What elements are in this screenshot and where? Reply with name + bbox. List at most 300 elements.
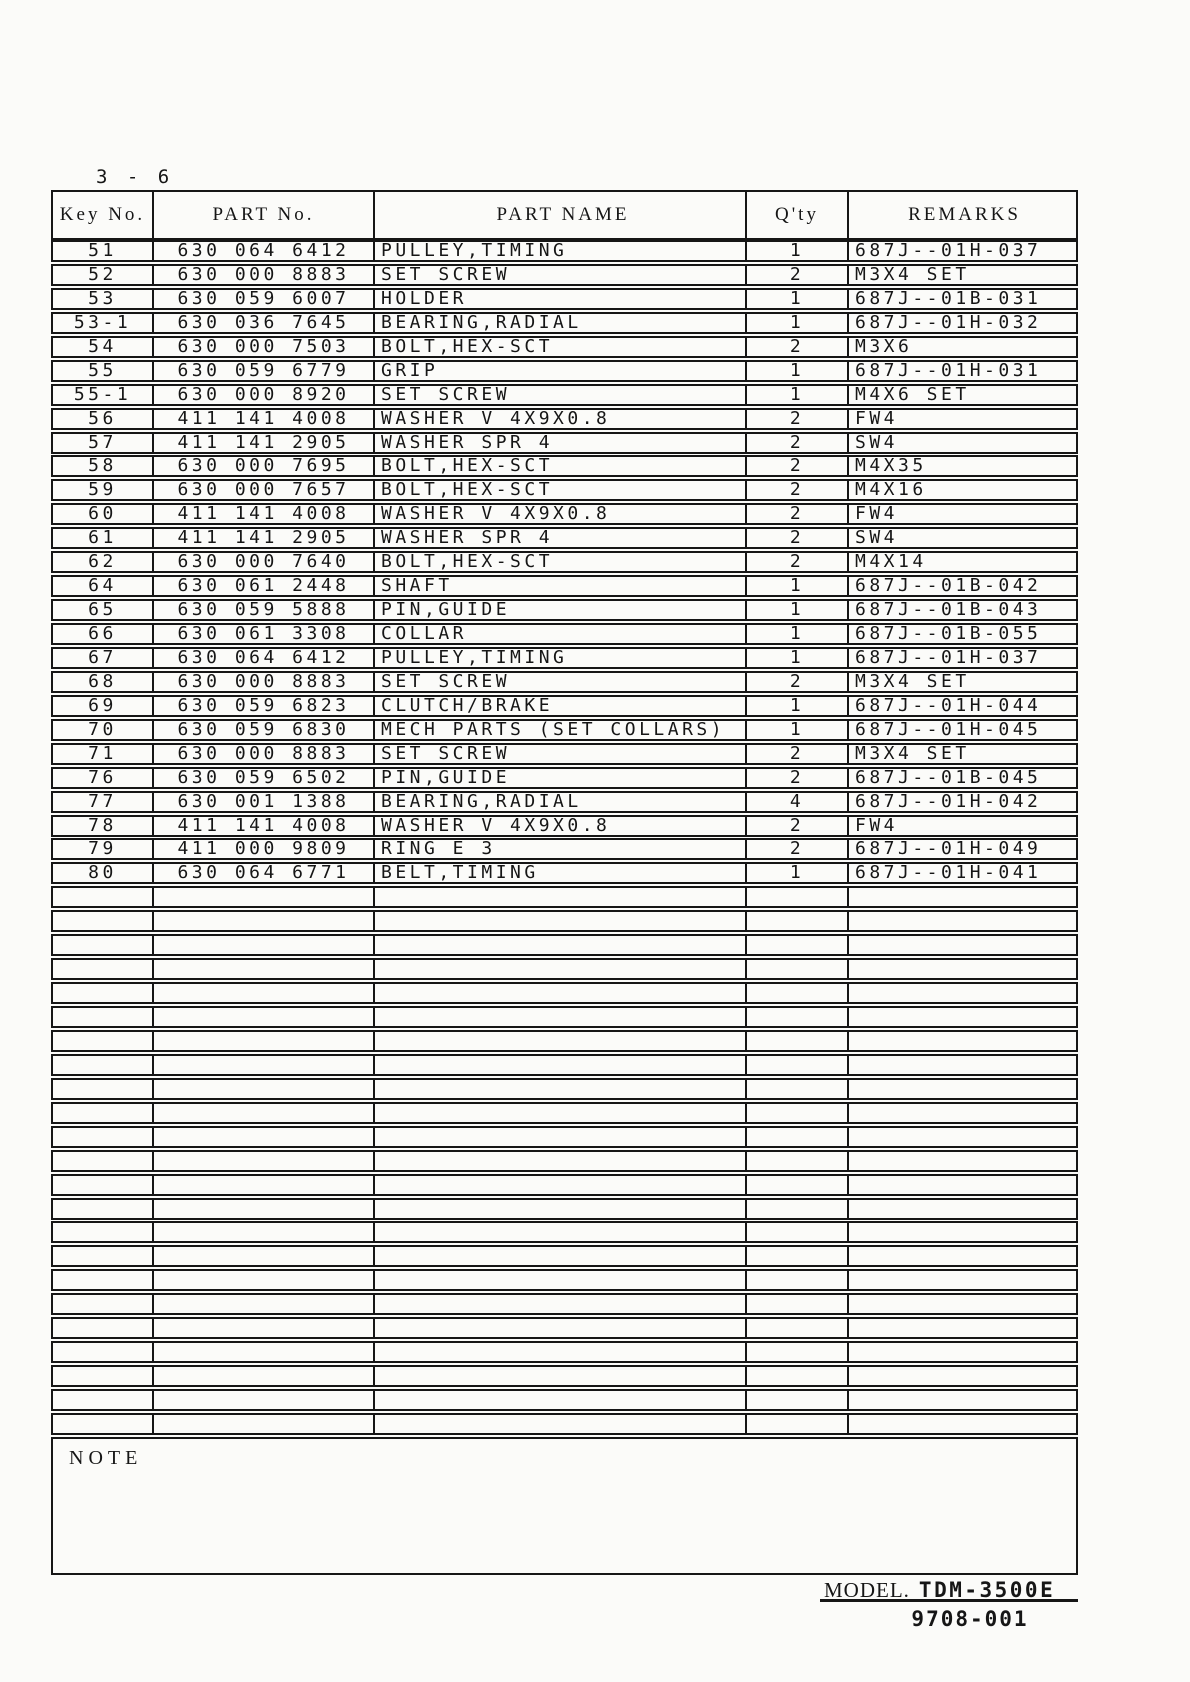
cell-remarks [849,1343,1074,1361]
cell-key-no [53,1200,154,1218]
cell-part-no: 630 061 2448 [154,577,375,595]
cell-remarks [849,984,1074,1002]
cell-remarks: 687J--01H-041 [855,862,1042,884]
header-cell-part-name: PART NAME [375,192,747,238]
cell-qty: 1 [747,864,849,882]
cell-remarks [849,1104,1074,1122]
cell-remarks: M3X4 SET [855,670,970,692]
cell-part-no: 630 064 6771 [154,864,375,882]
cell-remarks: 687J--01H-045 [855,718,1042,740]
cell-qty [747,1367,849,1385]
cell-part-no: 630 036 7645 [154,314,375,332]
table-row [51,360,1078,382]
cell-qty: 2 [747,673,849,691]
cell-qty [747,1032,849,1050]
table-row [51,599,1078,621]
cell-part-no: 630 059 5888 [154,601,375,619]
cell-part-name [375,1128,747,1146]
cell-key-no [53,1343,154,1361]
cell-remarks: SW4 [855,431,899,453]
cell-part-no [154,1271,375,1289]
cell-part-no [154,912,375,930]
cell-part-no [154,1367,375,1385]
page-number-label: 3 - 6 [96,166,174,188]
table-row [51,743,1078,765]
table-row [51,240,1078,262]
cell-key-no [53,1152,154,1170]
cell-part-name: MECH PARTS (SET COLLARS) [375,721,747,739]
empty-row [51,982,1078,1004]
cell-part-no: 411 141 2905 [154,529,375,547]
cell-part-no [154,960,375,978]
table-row [51,647,1078,669]
cell-part-name [375,888,747,906]
cell-key-no [53,1104,154,1122]
cell-qty: 1 [747,649,849,667]
cell-qty: 2 [747,529,849,547]
footer-model-value: TDM-3500E [918,1578,1056,1602]
table-row [51,384,1078,406]
cell-key-no [53,1056,154,1074]
cell-qty: 4 [747,793,849,811]
cell-key-no [53,1295,154,1313]
cell-part-name [375,1200,747,1218]
table-row [51,575,1078,597]
cell-qty [747,912,849,930]
cell-key-no: 64 [53,577,154,595]
cell-qty [747,1295,849,1313]
cell-part-name: BELT,TIMING [375,864,747,882]
table-row [51,336,1078,358]
cell-qty [747,1200,849,1218]
cell-part-name: BOLT,HEX-SCT [375,457,747,475]
cell-part-no: 630 059 6830 [154,721,375,739]
cell-remarks: 687J--01H-049 [855,838,1042,860]
cell-key-no: 62 [53,553,154,571]
cell-part-name: RING E 3 [375,840,747,858]
table-row [51,527,1078,549]
cell-remarks [849,1415,1074,1433]
cell-remarks: 687J--01H-032 [855,311,1042,333]
cell-part-name [375,1271,747,1289]
cell-part-name [375,1176,747,1194]
cell-remarks: 687J--01B-042 [855,575,1042,597]
cell-part-name [375,960,747,978]
cell-qty [747,1128,849,1146]
cell-remarks [849,960,1074,978]
empty-row [51,958,1078,980]
cell-key-no: 70 [53,721,154,739]
cell-key-no [53,1319,154,1337]
cell-part-name: COLLAR [375,625,747,643]
cell-part-name: PIN,GUIDE [375,601,747,619]
table-row [51,288,1078,310]
cell-part-name [375,1104,747,1122]
cell-part-no: 630 061 3308 [154,625,375,643]
table-row [51,551,1078,573]
empty-row [51,1078,1078,1100]
cell-part-no: 411 141 4008 [154,505,375,523]
cell-part-name: SET SCREW [375,745,747,763]
cell-part-name [375,1223,747,1241]
cell-part-no [154,1152,375,1170]
cell-key-no: 67 [53,649,154,667]
cell-remarks [849,1080,1074,1098]
header-cell-qty: Q'ty [747,192,849,238]
cell-remarks [849,1152,1074,1170]
cell-qty [747,1415,849,1433]
empty-row [51,1317,1078,1339]
cell-part-no [154,1056,375,1074]
cell-key-no: 60 [53,505,154,523]
table-row [51,719,1078,741]
cell-remarks: 687J--01B-031 [855,287,1042,309]
empty-row [51,1198,1078,1220]
cell-part-no: 630 000 7640 [154,553,375,571]
cell-key-no [53,1176,154,1194]
cell-qty: 2 [747,338,849,356]
cell-key-no: 65 [53,601,154,619]
header-cell-part-no: PART No. [154,192,375,238]
table-row [51,623,1078,645]
cell-key-no: 54 [53,338,154,356]
empty-row [51,1269,1078,1291]
cell-part-name: BOLT,HEX-SCT [375,481,747,499]
cell-qty [747,1008,849,1026]
cell-qty: 2 [747,840,849,858]
cell-part-no [154,1200,375,1218]
cell-part-no [154,1104,375,1122]
cell-remarks: 687J--01H-042 [855,790,1042,812]
cell-remarks: 687J--01H-044 [855,694,1042,716]
cell-key-no: 55 [53,362,154,380]
cell-key-no [53,912,154,930]
cell-part-name [375,1080,747,1098]
cell-part-name: HOLDER [375,290,747,308]
cell-remarks [849,912,1074,930]
empty-row [51,1245,1078,1267]
table-row [51,862,1078,884]
cell-part-name: WASHER SPR 4 [375,434,747,452]
cell-qty: 2 [747,434,849,452]
cell-qty: 1 [747,721,849,739]
empty-row [51,1102,1078,1124]
cell-remarks [849,1176,1074,1194]
footer-doc-number: 9708-001 [911,1607,1029,1631]
cell-part-name [375,1391,747,1409]
cell-qty [747,1271,849,1289]
cell-remarks: 687J--01H-031 [855,359,1042,381]
cell-qty [747,936,849,954]
table-row [51,312,1078,334]
footer-model-label: MODEL. [824,1578,910,1602]
table-row [51,838,1078,860]
cell-part-no [154,1032,375,1050]
cell-qty: 1 [747,697,849,715]
cell-key-no [53,1128,154,1146]
empty-row [51,1030,1078,1052]
note-label: NOTE [69,1446,143,1469]
cell-key-no: 61 [53,529,154,547]
cell-part-no [154,936,375,954]
cell-key-no: 56 [53,410,154,428]
cell-remarks [849,1391,1074,1409]
cell-qty: 2 [747,266,849,284]
cell-part-no: 630 059 6779 [154,362,375,380]
cell-remarks: M4X6 SET [855,383,970,405]
cell-part-name [375,1152,747,1170]
cell-part-name: CLUTCH/BRAKE [375,697,747,715]
cell-part-name [375,936,747,954]
cell-remarks [849,936,1074,954]
cell-part-no: 630 059 6502 [154,769,375,787]
cell-part-name [375,1343,747,1361]
cell-key-no: 58 [53,457,154,475]
cell-part-no [154,1319,375,1337]
cell-remarks: FW4 [855,407,899,429]
cell-remarks: FW4 [855,503,899,525]
cell-qty: 2 [747,745,849,763]
cell-part-no [154,1008,375,1026]
cell-qty: 2 [747,769,849,787]
cell-key-no: 53 [53,290,154,308]
cell-key-no: 53-1 [53,314,154,332]
cell-remarks [849,1223,1074,1241]
cell-part-no [154,1176,375,1194]
cell-part-no [154,1223,375,1241]
cell-key-no [53,1247,154,1265]
cell-part-no: 411 141 4008 [154,817,375,835]
table-row [51,408,1078,430]
cell-remarks [849,1128,1074,1146]
cell-key-no: 80 [53,864,154,882]
cell-part-no [154,888,375,906]
cell-part-name [375,1056,747,1074]
cell-key-no [53,1008,154,1026]
cell-part-name: BEARING,RADIAL [375,793,747,811]
header-cell-key-no: Key No. [53,192,154,238]
cell-part-name: SET SCREW [375,386,747,404]
empty-row [51,1006,1078,1028]
table-row [51,767,1078,789]
cell-qty: 1 [747,601,849,619]
cell-part-no: 630 000 7695 [154,457,375,475]
table-row [51,791,1078,813]
cell-remarks [849,888,1074,906]
cell-part-no: 630 000 8883 [154,266,375,284]
cell-part-no: 411 000 9809 [154,840,375,858]
cell-part-name [375,1008,747,1026]
cell-qty [747,1247,849,1265]
cell-key-no: 52 [53,266,154,284]
cell-qty: 1 [747,577,849,595]
cell-remarks [849,1200,1074,1218]
cell-part-no [154,984,375,1002]
cell-part-no [154,1247,375,1265]
empty-row [51,886,1078,908]
cell-key-no: 59 [53,481,154,499]
cell-key-no: 57 [53,434,154,452]
cell-part-name [375,1295,747,1313]
cell-remarks [849,1271,1074,1289]
cell-part-no: 630 064 6412 [154,242,375,260]
cell-part-no [154,1415,375,1433]
cell-key-no: 69 [53,697,154,715]
cell-key-no [53,1391,154,1409]
empty-row [51,1054,1078,1076]
cell-part-name [375,1247,747,1265]
cell-part-name: SET SCREW [375,673,747,691]
cell-key-no [53,984,154,1002]
table-row [51,264,1078,286]
table-row [51,503,1078,525]
cell-part-name: BOLT,HEX-SCT [375,338,747,356]
cell-part-no: 630 001 1388 [154,793,375,811]
cell-qty [747,984,849,1002]
cell-qty [747,1056,849,1074]
cell-qty [747,888,849,906]
empty-row [51,1221,1078,1243]
cell-qty: 2 [747,553,849,571]
empty-row [51,1174,1078,1196]
cell-qty [747,1319,849,1337]
cell-remarks: 687J--01H-037 [855,240,1042,261]
cell-qty [747,1223,849,1241]
cell-qty: 1 [747,362,849,380]
table-row [51,479,1078,501]
cell-qty [747,1176,849,1194]
cell-remarks [849,1367,1074,1385]
cell-remarks [849,1295,1074,1313]
cell-part-name [375,1367,747,1385]
cell-key-no: 51 [53,242,154,260]
table-row [51,695,1078,717]
table-row [51,455,1078,477]
cell-key-no: 76 [53,769,154,787]
cell-key-no: 68 [53,673,154,691]
cell-part-no: 630 000 8883 [154,745,375,763]
cell-qty [747,1343,849,1361]
cell-part-name: WASHER SPR 4 [375,529,747,547]
cell-qty: 2 [747,505,849,523]
cell-qty: 1 [747,290,849,308]
empty-row [51,1389,1078,1411]
cell-qty: 2 [747,481,849,499]
cell-part-name: SET SCREW [375,266,747,284]
cell-part-no [154,1391,375,1409]
cell-key-no [53,1271,154,1289]
cell-remarks: M4X16 [855,479,927,501]
cell-part-no: 630 000 7503 [154,338,375,356]
cell-qty: 1 [747,314,849,332]
note-box [51,1437,1078,1575]
cell-qty [747,1152,849,1170]
cell-key-no [53,1223,154,1241]
cell-part-no [154,1080,375,1098]
cell-key-no [53,936,154,954]
parts-table [51,190,1078,1575]
cell-remarks: FW4 [855,814,899,836]
cell-qty [747,1104,849,1122]
cell-part-name: SHAFT [375,577,747,595]
table-row [51,815,1078,837]
header-cell-remarks: REMARKS [908,204,1021,225]
cell-key-no: 55-1 [53,386,154,404]
cell-remarks: 687J--01B-055 [855,623,1042,644]
cell-part-no: 630 059 6007 [154,290,375,308]
cell-remarks [849,1008,1074,1026]
cell-remarks: 687J--01H-037 [855,646,1042,668]
cell-qty: 1 [747,242,849,260]
cell-key-no: 71 [53,745,154,763]
cell-remarks: M4X35 [855,455,927,477]
cell-remarks: 687J--01B-043 [855,599,1042,621]
cell-part-name: PIN,GUIDE [375,769,747,787]
cell-remarks [849,1319,1074,1337]
cell-remarks: M3X4 SET [855,263,970,285]
cell-part-no: 630 064 6412 [154,649,375,667]
cell-key-no [53,1080,154,1098]
cell-qty [747,1080,849,1098]
cell-qty: 2 [747,457,849,475]
cell-remarks: M3X6 [855,335,913,357]
table-row [51,671,1078,693]
cell-qty: 1 [747,386,849,404]
cell-qty: 1 [747,625,849,643]
footer-model-line [820,1578,1078,1602]
empty-row [51,1126,1078,1148]
cell-key-no: 79 [53,840,154,858]
cell-key-no [53,1415,154,1433]
cell-part-name: WASHER V 4X9X0.8 [375,505,747,523]
cell-remarks: M3X4 SET [855,742,970,764]
cell-part-no: 630 059 6823 [154,697,375,715]
empty-row [51,934,1078,956]
table-header-row [51,190,1078,240]
cell-key-no [53,1032,154,1050]
cell-key-no [53,960,154,978]
cell-part-name: PULLEY,TIMING [375,242,747,260]
cell-part-name: GRIP [375,362,747,380]
empty-row [51,1150,1078,1172]
cell-part-name: BEARING,RADIAL [375,314,747,332]
cell-key-no: 77 [53,793,154,811]
cell-part-no [154,1295,375,1313]
cell-part-name [375,1415,747,1433]
empty-row [51,1413,1078,1435]
empty-row [51,1341,1078,1363]
cell-part-no: 630 000 8920 [154,386,375,404]
cell-remarks: M4X14 [855,551,927,573]
table-body [51,240,1078,1435]
cell-part-no: 630 000 8883 [154,673,375,691]
cell-part-name [375,1319,747,1337]
cell-remarks [849,1056,1074,1074]
cell-key-no [53,888,154,906]
cell-remarks [849,1247,1074,1265]
empty-row [51,910,1078,932]
empty-row [51,1365,1078,1387]
cell-part-name [375,984,747,1002]
cell-part-no [154,1128,375,1146]
cell-remarks: 687J--01B-045 [855,766,1042,788]
cell-part-name: BOLT,HEX-SCT [375,553,747,571]
cell-part-no: 411 141 4008 [154,410,375,428]
cell-part-name: WASHER V 4X9X0.8 [375,817,747,835]
cell-part-name: WASHER V 4X9X0.8 [375,410,747,428]
cell-key-no: 66 [53,625,154,643]
cell-part-no: 411 141 2905 [154,434,375,452]
